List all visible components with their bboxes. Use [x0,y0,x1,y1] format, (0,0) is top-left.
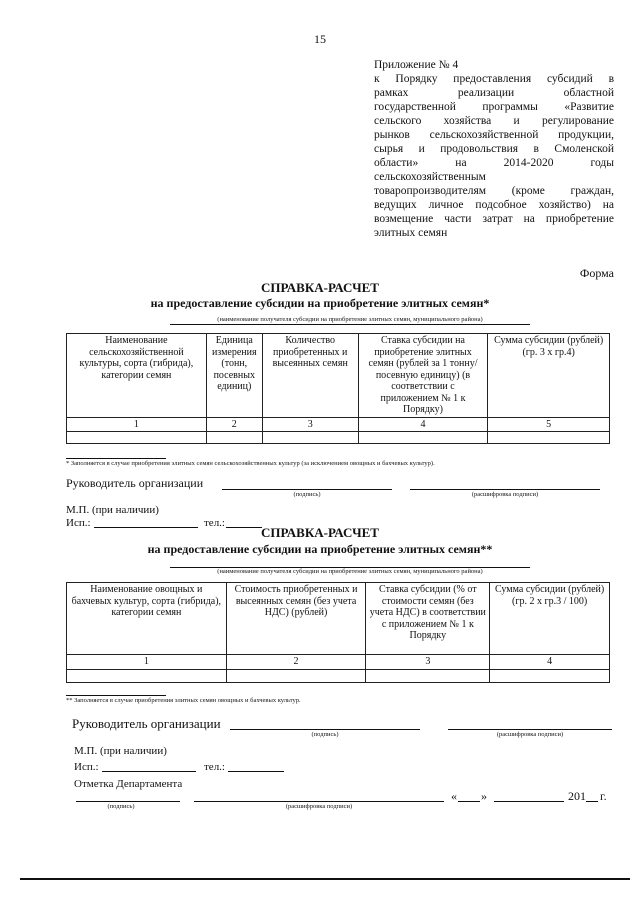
section1-table [66,333,610,444]
appendix-line: сельского хозяйства и регулирование [374,115,614,127]
table-cell[interactable] [67,669,227,682]
page-number: 15 [314,32,326,46]
section1-subtitle: на предоставление субсидии на приобретение элитных семян* [150,296,490,310]
column-number: 1 [67,417,207,432]
section2-title: СПРАВКА-РАСЧЕТ [261,525,379,540]
section2-phone-field[interactable] [228,771,284,772]
column-number: 3 [262,417,358,432]
section1-signature-field[interactable] [222,489,392,490]
appendix-block [374,58,614,240]
appendix-line: ведущих личное подсобное хозяйство) на [374,199,614,211]
section2-executor-field[interactable] [102,771,196,772]
appendix-line: государственной программы «Развитие [374,101,614,113]
column-number: 1 [67,655,227,670]
table-cell[interactable] [206,432,262,444]
section1-caption: (наименование получателя субсидии на приобретение элитных семян, муниципального района) [217,316,483,323]
section2-stamp: М.П. (при наличии) [74,745,167,757]
column-number: 5 [488,417,610,432]
appendix-line: сырья и продовольствия в Смоленской [374,143,614,155]
department-sign-caption: (подпись) [107,803,135,810]
department-decode-field[interactable] [194,801,444,802]
date-month-field[interactable] [494,801,564,802]
appendix-line: возмещение части затрат на приобретение [374,213,614,225]
appendix-line: элитных семян [374,227,448,239]
table-cell[interactable] [490,669,610,682]
table-header-cell: Стоимость приобретенных и высеянных семян (без учета НДС) (рублей) [226,583,366,655]
column-number: 2 [206,417,262,432]
bottom-rule [20,878,630,880]
date-year-field[interactable] [586,801,598,802]
table-cell[interactable] [226,669,366,682]
table-header-cell: Единица измерения (тонн, посевных единиц) [206,334,262,418]
table-cell[interactable] [366,669,490,682]
table-header-cell: Наименование сельскохозяйственной культуры, сорта (гибрида), категории семян [67,334,207,418]
section2-table [66,582,610,683]
form-label: Форма [579,266,614,280]
appendix-line: сельскохозяйственным [374,171,486,183]
section1-stamp: М.П. (при наличии) [66,504,159,516]
section1-head-label: Руководитель организации [66,476,204,490]
section1-title: СПРАВКА-РАСЧЕТ [261,280,379,295]
footnote-divider [66,695,166,696]
section1-phone: тел.: [204,517,225,529]
section2-decode-caption: (расшифровка подписи) [496,731,564,738]
section2-head-label: Руководитель организации [72,716,221,731]
section2-subtitle: на предоставление субсидии на приобретение элитных семян** [147,542,493,556]
date-day-field[interactable] [458,801,480,802]
appendix-line: рамках реализации областной [374,87,614,99]
table-header-cell: Сумма субсидии (рублей) (гр. 3 х гр.4) [488,334,610,418]
section1-decode-caption: (расшифровка подписи) [471,491,539,498]
table-header-cell: Сумма субсидии (рублей) (гр. 2 х гр.3 / 100) [490,583,610,655]
section2-sign-caption: (подпись) [311,731,339,738]
table-header-cell: Ставка субсидии (% от стоимости семян (без учета НДС) в соответствии с приложением № 1 к Порядку [366,583,490,655]
section2-phone: тел.: [204,761,225,773]
table-cell[interactable] [67,432,207,444]
appendix-line: Приложение № 4 [374,59,459,71]
date-close-quote: » [481,789,487,803]
section2-executor: Исп.: [74,761,99,773]
section1-decode-field[interactable] [410,489,600,490]
department-signature-field[interactable] [76,801,180,802]
date-year: 201 [568,789,586,803]
appendix-line: рынков сельскохозяйственной продукции, [374,129,614,141]
appendix-line: к Порядку предоставления субсидий в [374,73,614,85]
column-number: 4 [358,417,488,432]
table-header-cell: Наименование овощных и бахчевых культур, сорта (гибрида), категории семян [67,583,227,655]
section2-decode-field[interactable] [448,729,612,730]
section2-caption: (наименование получателя субсидии на приобретение элитных семян, муниципального района) [217,568,483,575]
column-number: 3 [366,655,490,670]
table-cell[interactable] [358,432,488,444]
section2-signature-field[interactable] [230,729,420,730]
section2-footnote: ** Заполняется в случае приобретения элитных семян овощных и бахчевых культур. [66,697,301,704]
department-decode-caption: (расшифровка подписи) [285,803,353,810]
section1-sign-caption: (подпись) [293,491,321,498]
appendix-line: товаропроизводителям (кроме граждан, [374,185,614,197]
recipient-name-field[interactable] [170,324,530,325]
appendix-line: области» на 2014-2020 годы [374,157,614,169]
table-header-cell: Ставка субсидии на приобретение элитных семян (рублей за 1 тонну/посевную единицу) (в соответствии с приложением № 1 к Порядку) [358,334,488,418]
column-number: 2 [226,655,366,670]
table-header-cell: Количество приобретенных и высеянных семян [262,334,358,418]
footnote-divider [66,458,166,459]
column-number: 4 [490,655,610,670]
date-open-quote: « [451,789,457,803]
department-mark: Отметка Департамента [74,778,183,790]
table-cell[interactable] [488,432,610,444]
date-year-suffix: г. [600,789,607,803]
section1-footnote: * Заполняется в случае приобретения элитных семян сельскохозяйственных культур (за исключением овощных и бахчевых культур). [66,460,435,467]
table-cell[interactable] [262,432,358,444]
section1-executor: Исп.: [66,517,91,529]
